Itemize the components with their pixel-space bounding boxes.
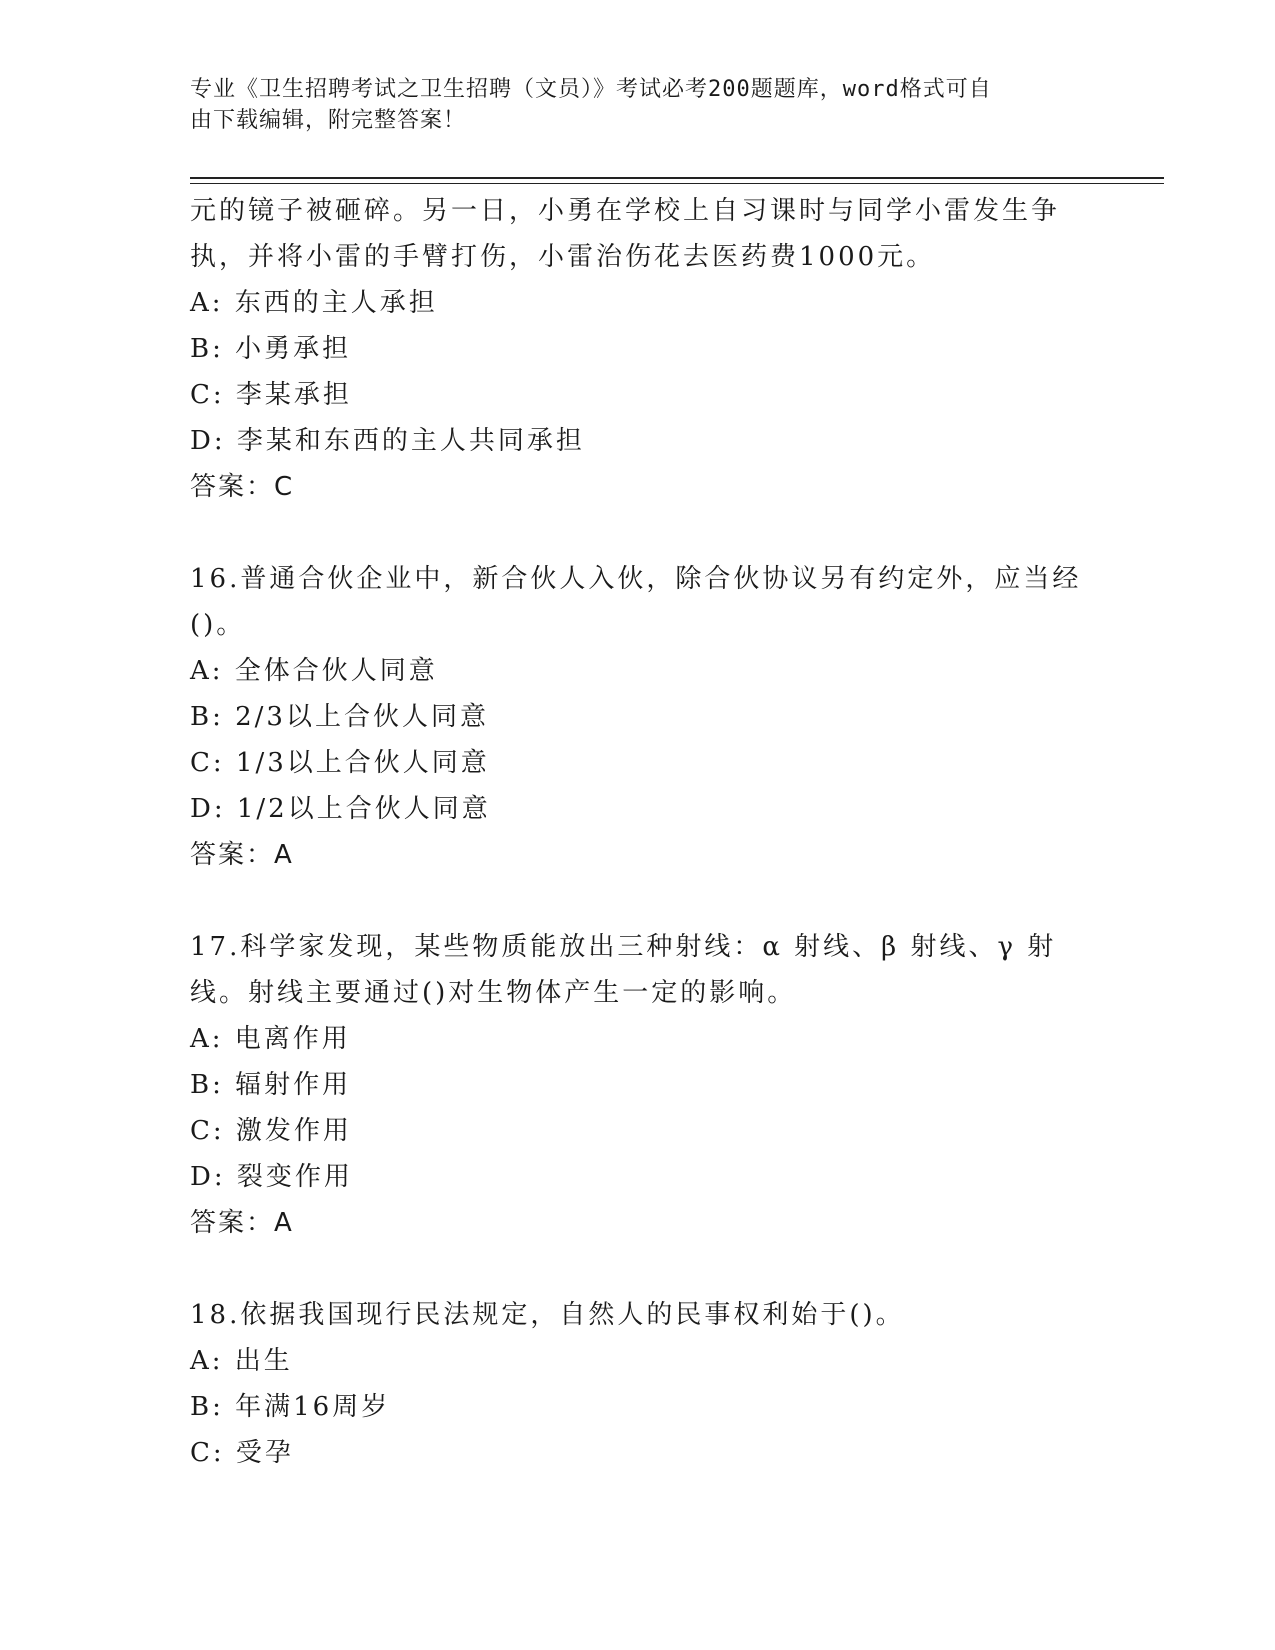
answer-line: 答案：A <box>190 840 294 870</box>
option-d: D: 李某和东西的主人共同承担 <box>190 426 585 456</box>
spacer <box>190 878 1090 924</box>
option-b: B: 辐射作用 <box>190 1070 352 1100</box>
option-b: B: 2/3以上合伙人同意 <box>190 702 489 732</box>
question-18 <box>190 1292 1090 1476</box>
option-c: C: 1/3以上合伙人同意 <box>190 748 490 778</box>
question-16 <box>190 556 1090 878</box>
option-a: A: 出生 <box>190 1346 293 1376</box>
option-b: B: 年满16周岁 <box>190 1392 391 1422</box>
option-d: D: 裂变作用 <box>190 1162 353 1192</box>
option-a: A: 全体合伙人同意 <box>190 656 438 686</box>
question-text-line: 元的镜子被砸碎。另一日，小勇在学校上自习课时与同学小雷发生争 <box>190 196 1061 226</box>
question-text-line: 线。射线主要通过()对生物体产生一定的影响。 <box>190 978 797 1008</box>
option-d: D: 1/2以上合伙人同意 <box>190 794 491 824</box>
header-divider-thick <box>190 177 1164 179</box>
header-line-2: 由下载编辑，附完整答案！ <box>190 108 467 133</box>
option-b: B: 小勇承担 <box>190 334 352 364</box>
option-a: A: 东西的主人承担 <box>190 288 438 318</box>
question-text-line: ()。 <box>190 610 246 640</box>
option-c: C: 李某承担 <box>190 380 352 410</box>
header-line-1: 专业《卫生招聘考试之卫生招聘（文员）》考试必考200题题库，word格式可自 <box>190 77 992 102</box>
option-c: C: 受孕 <box>190 1438 294 1468</box>
option-c: C: 激发作用 <box>190 1116 352 1146</box>
answer-line: 答案：C <box>190 472 295 502</box>
spacer <box>190 510 1090 556</box>
answer-line: 答案：A <box>190 1208 294 1238</box>
question-15-continuation <box>190 188 1090 510</box>
question-text-line: 18.依据我国现行民法规定，自然人的民事权利始于()。 <box>190 1300 905 1330</box>
question-17 <box>190 924 1090 1246</box>
option-a: A: 电离作用 <box>190 1024 351 1054</box>
question-text-line: 16.普通合伙企业中，新合伙人入伙，除合伙协议另有约定外，应当经 <box>190 564 1082 594</box>
question-text-line: 17.科学家发现，某些物质能放出三种射线：α 射线、β 射线、γ 射 <box>190 932 1057 962</box>
header-divider-thin <box>190 183 1164 184</box>
question-content <box>190 188 1090 1476</box>
document-header <box>190 74 1090 136</box>
question-text-line: 执，并将小雷的手臂打伤，小雷治伤花去医药费1000元。 <box>190 242 936 272</box>
spacer <box>190 1246 1090 1292</box>
